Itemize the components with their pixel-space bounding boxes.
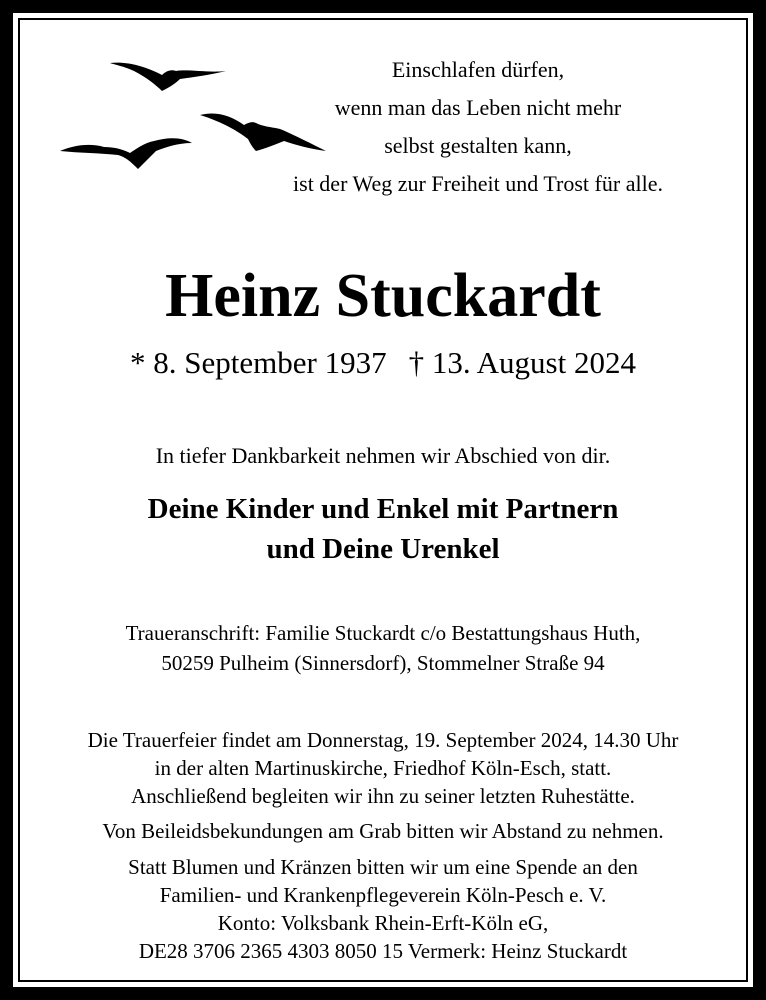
service-line: Die Trauerfeier findet am Donnerstag, 19. September 2024, 14.30 Uhr xyxy=(87,728,679,752)
poem xyxy=(233,51,723,203)
mourners-line: und Deine Urenkel xyxy=(266,533,500,565)
mourners xyxy=(13,489,753,569)
condolence-note: Von Beileidsbekundungen am Grab bitten wir Abstand zu nehmen. xyxy=(102,819,664,843)
donation-request xyxy=(13,853,753,965)
donation-line: Statt Blumen und Kränzen bitten wir um eine Spende an den xyxy=(128,855,638,879)
address-line: Traueranschrift: Familie Stuckardt c/o Bestattungshaus Huth, xyxy=(125,621,641,645)
death-date: † 13. August 2024 xyxy=(408,345,636,380)
mourners-line: Deine Kinder und Enkel mit Partnern xyxy=(147,493,619,525)
poem-line: ist der Weg zur Freiheit und Trost für alle. xyxy=(293,171,663,196)
donation-line: Familien- und Krankenpflegeverein Köln-Pesch e. V. xyxy=(159,883,607,907)
service-line: in der alten Martinuskirche, Friedhof Köln-Esch, statt. xyxy=(154,756,612,780)
funeral-service xyxy=(13,726,753,810)
life-dates xyxy=(13,343,753,383)
poem-line: selbst gestalten kann, xyxy=(384,133,572,158)
address-line: 50259 Pulheim (Sinnersdorf), Stommelner Straße 94 xyxy=(161,651,605,675)
service-line: Anschließend begleiten wir ihn zu seiner letzten Ruhestätte. xyxy=(131,784,635,808)
obituary-card xyxy=(13,13,753,987)
bird-icon xyxy=(60,138,192,169)
farewell-text: In tiefer Dankbarkeit nehmen wir Abschied von dir. xyxy=(155,443,611,468)
donation-line: DE28 3706 2365 4303 8050 15 Vermerk: Heinz Stuckardt xyxy=(138,939,628,963)
poem-line: Einschlafen dürfen, xyxy=(391,57,565,82)
donation-line: Konto: Volksbank Rhein-Erft-Köln eG, xyxy=(217,911,549,935)
mourning-address xyxy=(13,618,753,678)
deceased-name: Heinz Stuckardt xyxy=(165,262,601,330)
birth-date: * 8. September 1937 xyxy=(130,345,387,380)
bird-icon xyxy=(110,63,226,91)
poem-line: wenn man das Leben nicht mehr xyxy=(334,95,622,120)
